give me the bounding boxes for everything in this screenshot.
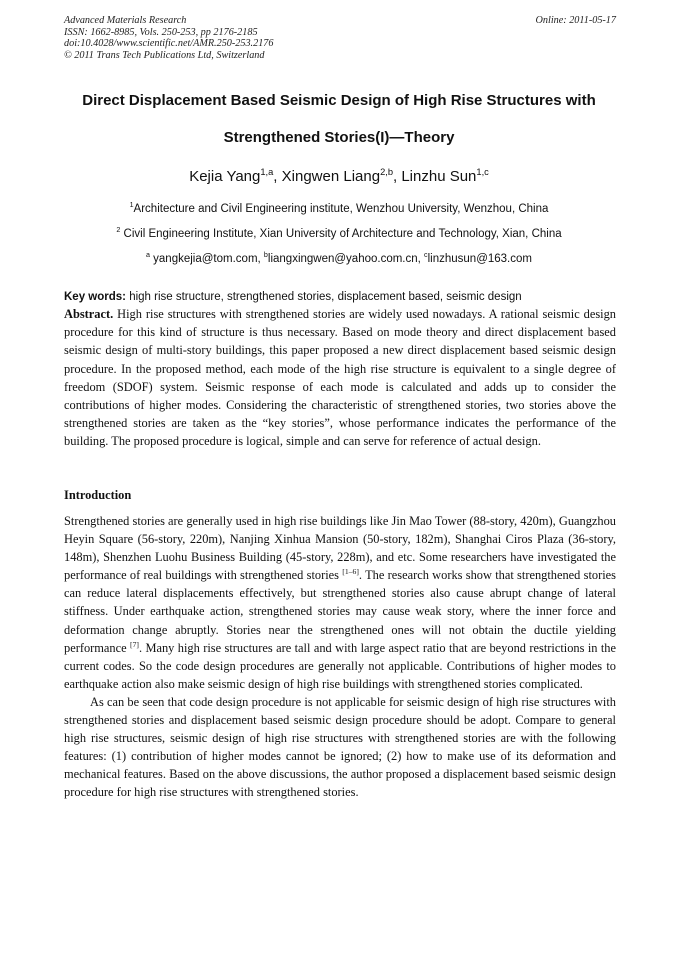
affiliation-1 [40, 203, 638, 215]
author-name: Linzhu Sun [401, 168, 477, 185]
affiliation-superscript: 2 [116, 226, 121, 235]
author-list [40, 168, 638, 185]
abstract-label: Abstract. [64, 307, 114, 321]
author-superscript: 1,c [476, 167, 489, 177]
email-superscript: a [146, 251, 150, 260]
email-superscript: b [263, 251, 268, 260]
author-superscript: 1,a [260, 167, 274, 177]
author-superscript: 2,b [380, 167, 393, 177]
abstract-text: High rise structures with strengthened stories are widely used nowadays. A rational seismic design procedure for this kind of structure is thus necessary. Based on mode theory and direct displacement based seismic design of multi-story buildings, this paper proposed a new direct displacement based seismic design procedure. In the proposed method, each mode of the high rise structure is equivalent to a single degree of freedom (SDOF) system. Seismic response of each mode is calculated and adds up to consider the contributions of higher modes. Considering the characteristic of strengthened stories, two stories above the strengthened stories are taken as the “key stories”, whose performance indicates the performance of the building. The proposed procedure is logical, simple and can serve for reference of actual design. [64, 307, 616, 449]
affiliation-text: Architecture and Civil Engineering institute, Wenzhou University, Wenzhou, China [133, 203, 549, 215]
introduction-paragraph-1 [64, 512, 616, 693]
author-name: Kejia Yang [189, 168, 261, 185]
copyright-line: © 2011 Trans Tech Publications Ltd, Switzerland [64, 49, 265, 61]
introduction-body [64, 512, 616, 802]
journal-header [64, 15, 616, 61]
author-name: Xingwen Liang [281, 168, 381, 185]
author-separator: , [273, 168, 282, 185]
paragraph-text: . Many high rise structures are tall and with large aspect ratio that are beyond restrictions in the current codes. So the code design procedures are generally not applicable. Contributions of higher modes to earthquake action also make seismic design of high rise buildings with strengthened stories complicated. [64, 640, 617, 691]
paper-title-line-2: Strengthened Stories(I)—Theory [223, 129, 455, 146]
issn-line: ISSN: 1662-8985, Vols. 250-253, pp 2176-2185 [64, 26, 258, 38]
citation-reference[interactable]: [1–6] [342, 567, 359, 577]
paper-title-line-1: Direct Displacement Based Seismic Design of High Rise Structures with [82, 92, 596, 109]
keywords-label: Key words: [64, 291, 126, 303]
paragraph-text: . The research works show that strengthened stories can reduce lateral displacements effectively, but strengthened stories also cause abrupt change of lateral stiffness. Under earthquake action, strengthened stories may cause weak story, where the inner force and deformation change abruptly. Stories near the strengthened ones will not obtain the ductile yielding performance [64, 568, 616, 655]
email-superscript: c [424, 251, 428, 260]
keywords-text: high rise structure, strengthened stories, displacement based, seismic design [126, 291, 522, 303]
affiliation-text: Civil Engineering Institute, Xian University of Architecture and Technology, Xian, China [120, 228, 562, 240]
email-address: yangkejia@tom.com, [149, 253, 264, 265]
email-address: liangxingwen@yahoo.com.cn, [267, 253, 425, 265]
doi-line: doi:10.4028/www.scientific.net/AMR.250-253.2176 [64, 38, 274, 49]
abstract [64, 305, 616, 451]
keywords [64, 291, 616, 303]
citation-reference[interactable]: [7] [130, 639, 139, 649]
journal-name: Advanced Materials Research [64, 15, 187, 26]
affiliation-2 [40, 228, 638, 240]
email-address: linzhusun@163.com [427, 253, 532, 265]
email-line [40, 253, 638, 265]
author-separator: , [393, 168, 402, 185]
online-date: Online: 2011-05-17 [535, 15, 616, 26]
affiliation-superscript: 1 [129, 201, 134, 210]
section-heading-introduction: Introduction [64, 488, 132, 502]
paragraph-text: Strengthened stories are generally used in high rise buildings like Jin Mao Tower (88-story, 420m), Guangzhou Heyin Square (56-story, 220m), Nanjing Xinhua Mansion (50-story, 182m), Shanghai Ciros Plaza (36-story, 148m), Shenzhen Luohu Business Building (45-story, 228m), and etc. Some researchers have investigated the performance of real buildings with strengthened stories [64, 514, 616, 583]
introduction-paragraph-2: As can be seen that code design procedure is not applicable for seismic design of high rise structures with strengthened stories and displacement based seismic design procedure should be adopt. Compare to general high rise structures, seismic design of high rise structures with strengthened stories are with the following features: (1) contribution of higher modes cannot be ignored; (2) how to make use of its deformation and mechanical features. Based on the above discussions, the author proposed a displacement based seismic design procedure for high rise structures with strengthened stories. [64, 694, 616, 800]
